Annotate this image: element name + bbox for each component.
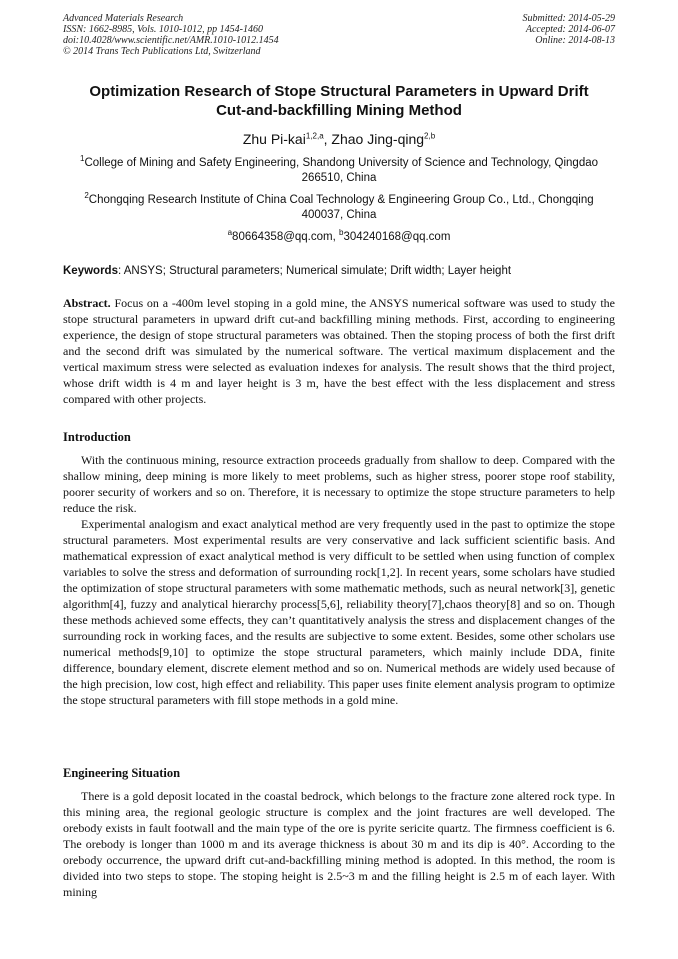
journal-name: Advanced Materials Research	[63, 13, 184, 24]
journal-doi: doi:10.4028/www.scientific.net/AMR.1010-1012.1454	[63, 35, 279, 46]
affiliation	[63, 156, 615, 186]
engineering-section	[63, 788, 615, 900]
abstract-label: Abstract.	[63, 296, 111, 310]
email-separator: ,	[332, 231, 339, 243]
paragraph: There is a gold deposit located in the coastal bedrock, which belongs to the fracture zone altered rock type. In this mining area, the regional geologic structure is complex and the joint fractures are well developed. The orebody exists in fault footwall and the main type of the ore is pyrite sericite quartz. The firmness coefficient is 6. The orebody is longer than 1000 m and its average thickness is about 30 m and its dip is 40°. According to the orebody occurrence, the upward drift cut-and-backfilling mining method is adopted. In this method, the room is divided into two steps to stope. The stoping height is 2.5~3 m and the filling height is 2.5 m of each layer. With mining	[63, 789, 615, 899]
introduction-section	[63, 452, 615, 708]
paper-title	[60, 82, 618, 120]
author-list	[60, 130, 618, 148]
keywords-label: Keywords	[63, 265, 118, 277]
email-mark: a	[227, 228, 233, 238]
affiliation-text: Chongqing Research Institute of China Coal Technology & Engineering Group Co., Ltd., Chongqing 400037, China	[88, 194, 594, 221]
online-date: Online: 2014-08-13	[535, 35, 615, 46]
title-line-2: Cut-and-backfilling Mining Method	[216, 102, 462, 119]
accepted-date: Accepted: 2014-06-07	[525, 24, 615, 35]
paragraph: Experimental analogism and exact analytical method are very frequently used in the past to optimize the stope structural parameters. Most experimental results are very conservative and lack sufficient scientific basis. And mathematical expression of exact analytical method is very difficult to be settled when using function of complex variables to solve the stress and deformation of surrounding rock[1,2]. In recent years, some scholars have studied the optimization of stope structural parameters with some mathematic methods, such as neural network[3], genetic algorithm[4], fuzzy and analytical hierarchy process[5,6], reliability theory[7],chaos theory[8] and so on. Though these methods achieved some effects, they can’t quantitatively analysis the stress and displacement changes of the surrounding rock in working faces, and the results are subjective to some extent. Besides, some other scholars use numerical methods[9,10] to optimize the stope structural parameters, which mainly include DDA, finite difference, boundary element, discrete element method and so on. Numerical methods are widely used because of the high precision, low cost, high effect and reliability. This paper uses finite element analysis program to optimize the stope structural parameters with fill stope methods in a gold mine.	[63, 517, 615, 707]
author-affiliation-mark: 2,b	[424, 131, 436, 141]
abstract-text: Focus on a -400m level stoping in a gold mine, the ANSYS numerical software was used to study the stope structural parameters in upward drift cut-and backfilling mining methods. First, according to engineering experience, the design of stope structural parameters was obtained. Then the stoping process of both the first drift and the second drift was simulated by the numerical software. The vertical maximum displacement and the vertical maximum stress were selected as evaluation indexes for analysis. The result shows that the third project, whose drift width is 4 m and layer height is 3 m, have the best effect with the less displacement and stress compared with other projects.	[63, 296, 615, 406]
author-affiliation-mark: 1,2,a	[305, 131, 324, 141]
submitted-date: Submitted: 2014-05-29	[522, 13, 615, 24]
affiliation-number: 1	[79, 154, 85, 164]
affiliation-text: College of Mining and Safety Engineering, Shandong University of Science and Technology, Qingdao 266510, China	[84, 157, 599, 184]
email-mark: b	[339, 228, 344, 238]
author-emails	[60, 230, 618, 245]
author-name: Zhao Jing-qing	[331, 131, 425, 147]
affiliation-number: 2	[84, 191, 89, 201]
abstract	[63, 295, 615, 407]
affiliation	[63, 193, 615, 223]
journal-info	[63, 13, 279, 57]
email-link[interactable]: 304240168@qq.com	[343, 231, 451, 243]
title-line-1: Optimization Research of Stope Structural Parameters in Upward Drift	[89, 83, 589, 100]
copyright: © 2014 Trans Tech Publications Ltd, Switzerland	[63, 46, 261, 57]
author-name: Zhu Pi-kai	[242, 131, 306, 147]
email-link[interactable]: 80664358@qq.com	[232, 231, 333, 243]
keywords	[63, 264, 615, 279]
section-heading-introduction: Introduction	[63, 430, 131, 444]
submission-dates	[523, 13, 616, 46]
journal-issn: ISSN: 1662-8985, Vols. 1010-1012, pp 1454-1460	[63, 24, 263, 35]
author-separator: ,	[323, 131, 332, 147]
paragraph: With the continuous mining, resource extraction proceeds gradually from shallow to deep. Compared with the shallow mining, deep mining is more likely to meet problems, such as higher stress, poorer stope roof stability, poorer security of workers and so on. Therefore, it is necessary to optimize the stope structure parameters to help reduce the risk.	[63, 453, 615, 515]
keywords-text: : ANSYS; Structural parameters; Numerical simulate; Drift width; Layer height	[117, 265, 512, 277]
section-heading-engineering-situation: Engineering Situation	[63, 766, 181, 780]
